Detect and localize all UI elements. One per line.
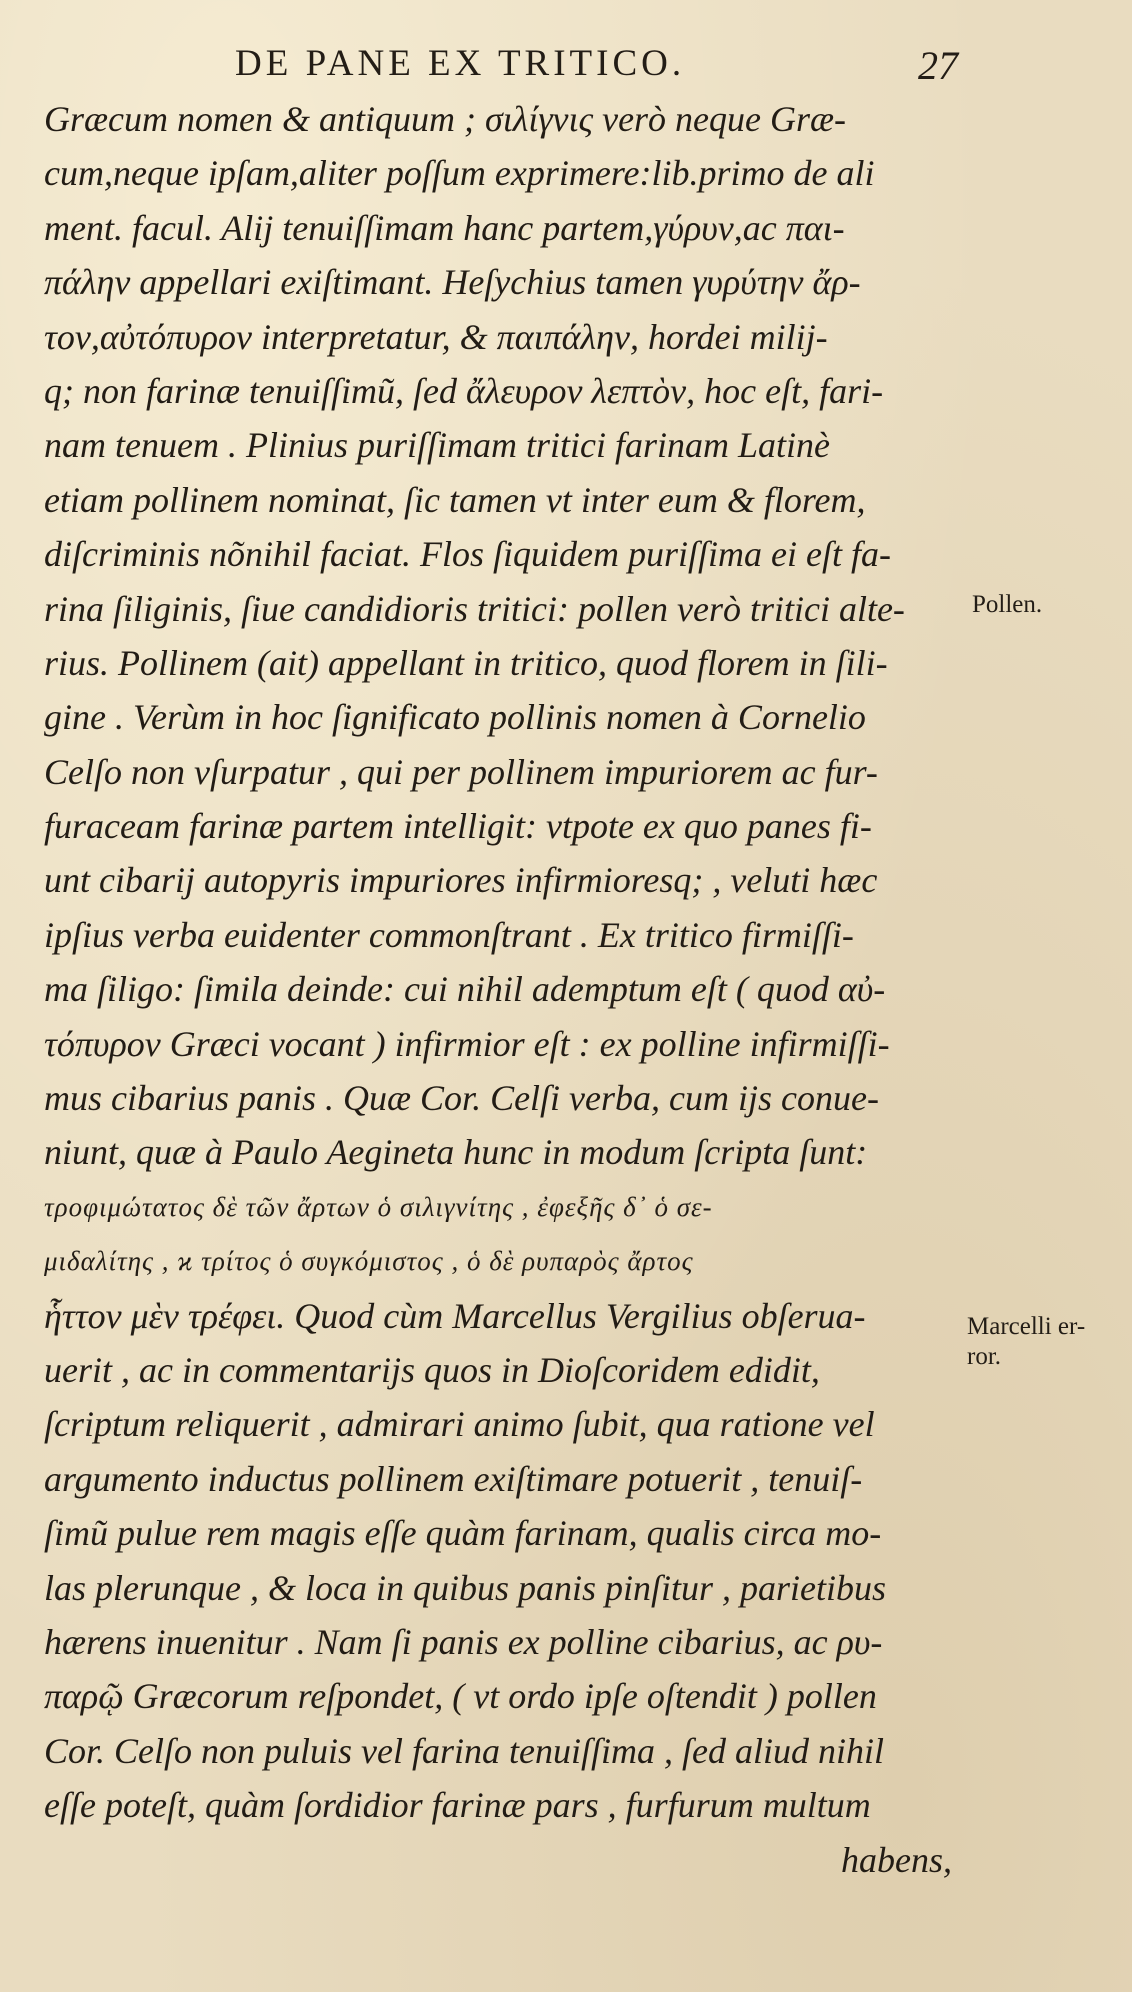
page-header <box>0 38 1132 88</box>
text-line: uerit , ac in commentarijs quos in Dioſcoridem edidit, <box>44 1349 820 1390</box>
text-line: las plerunque , & loca in quibus panis pinſitur , parietibus <box>44 1567 887 1608</box>
text-line: τον,αὐτόπυρον interpretatur, & παιπάλην, hordei milij- <box>44 316 828 357</box>
text-line: παρῷ Græcorum reſpondet, ( vt ordo ipſe oſtendit ) pollen <box>44 1676 877 1717</box>
text-line: ἧττον μὲν τρέφει. Quod cùm Marcellus Vergilius obſerua- <box>44 1295 866 1336</box>
page-number: 27 <box>918 43 958 88</box>
margin-note-marcelli-line2: ror. <box>967 1343 1002 1370</box>
text-line: Cor. Celſo non puluis vel farina tenuiſſima , ſed aliud nihil <box>44 1730 884 1771</box>
catchword-line: habens, <box>841 1839 952 1880</box>
text-line: Celſo non vſurpatur , qui per pollinem impuriorem ac fur- <box>44 751 878 792</box>
text-line: argumento inductus pollinem exiſtimare potuerit , tenuiſ- <box>44 1458 863 1499</box>
text-line: ſimũ pulue rem magis eſſe quàm farinam, qualis circa mo- <box>44 1513 882 1554</box>
text-line: rius. Pollinem (ait) appellant in tritico, quod florem in ſili- <box>44 642 888 683</box>
text-line: rina ſiliginis, ſiue candidioris tritici: pollen verò tritici alte- <box>44 588 905 629</box>
text-line: ipſius verba euidenter commonſtrant . Ex tritico firmiſſi- <box>44 914 854 955</box>
text-line: cum,neque ipſam,aliter poſſum exprimere:lib.primo de ali <box>44 153 875 194</box>
greek-text-line: τροφιμώτατος δὲ τῶν ἄρτων ὁ σιλιγνίτης , ἐφεξῆς δ᾽ ὁ σε- <box>44 1191 713 1222</box>
text-line: gine . Verùm in hoc ſignificato pollinis nomen à Cornelio <box>44 697 866 738</box>
text-line: ſcriptum reliquerit , admirari animo ſubit, qua ratione vel <box>44 1404 875 1445</box>
text-line: πάλην appellari exiſtimant. Heſychius tamen γυρύτην ἄρ- <box>44 262 861 303</box>
text-line: ma ſiligo: ſimila deinde: cui nihil ademptum eſt ( quod αὐ- <box>44 969 886 1010</box>
text-line: eſſe poteſt, quàm ſordidior farinæ pars , furfurum multum <box>44 1785 871 1826</box>
greek-text-line: μιδαλίτης , ϰ τρίτος ὁ συγκόμιστος , ὁ δὲ ρυπαρὸς ἄρτος <box>44 1246 694 1277</box>
text-line: hærens inuenitur . Nam ſi panis ex polline cibarius, ac ρυ- <box>44 1621 883 1662</box>
text-line: niunt, quæ à Paulo Aegineta hunc in modum ſcripta ſunt: <box>44 1132 868 1173</box>
text-line: unt cibarij autopyris impuriores infirmioresq; , veluti hæc <box>44 860 878 901</box>
text-line: nam tenuem . Plinius puriſſimam tritici farinam Latinè <box>44 425 830 466</box>
margin-note-marcelli-line1: Marcelli er- <box>967 1313 1086 1340</box>
body-text <box>44 92 974 1887</box>
text-line: ment. facul. Alij tenuiſſimam hanc partem,γύρυν,ac παι- <box>44 207 845 248</box>
running-head: DE PANE EX TRITICO. <box>235 43 686 84</box>
text-line: mus cibarius panis . Quæ Cor. Celſi verba, cum ijs conue- <box>44 1078 879 1119</box>
text-line: Græcum nomen & antiquum ; σιλίγνις verò neque Græ- <box>44 99 847 139</box>
text-line: furaceam farinæ partem intelligit: vtpote ex quo panes fi- <box>44 806 872 847</box>
text-line: q; non farinæ tenuiſſimũ, ſed ἄλευρον λεπτὸν, hoc eſt, fari- <box>44 370 884 411</box>
text-line: τόπυρον Græci vocant ) infirmior eſt : ex polline infirmiſſi- <box>44 1023 890 1064</box>
text-line: diſcriminis nõnihil faciat. Flos ſiquidem puriſſima ei eſt fa- <box>44 534 891 575</box>
margin-note-marcelli <box>967 1312 1085 1372</box>
margin-note-pollen: Pollen. <box>972 591 1043 618</box>
text-line: etiam pollinem nominat, ſic tamen vt inter eum & florem, <box>44 479 866 520</box>
